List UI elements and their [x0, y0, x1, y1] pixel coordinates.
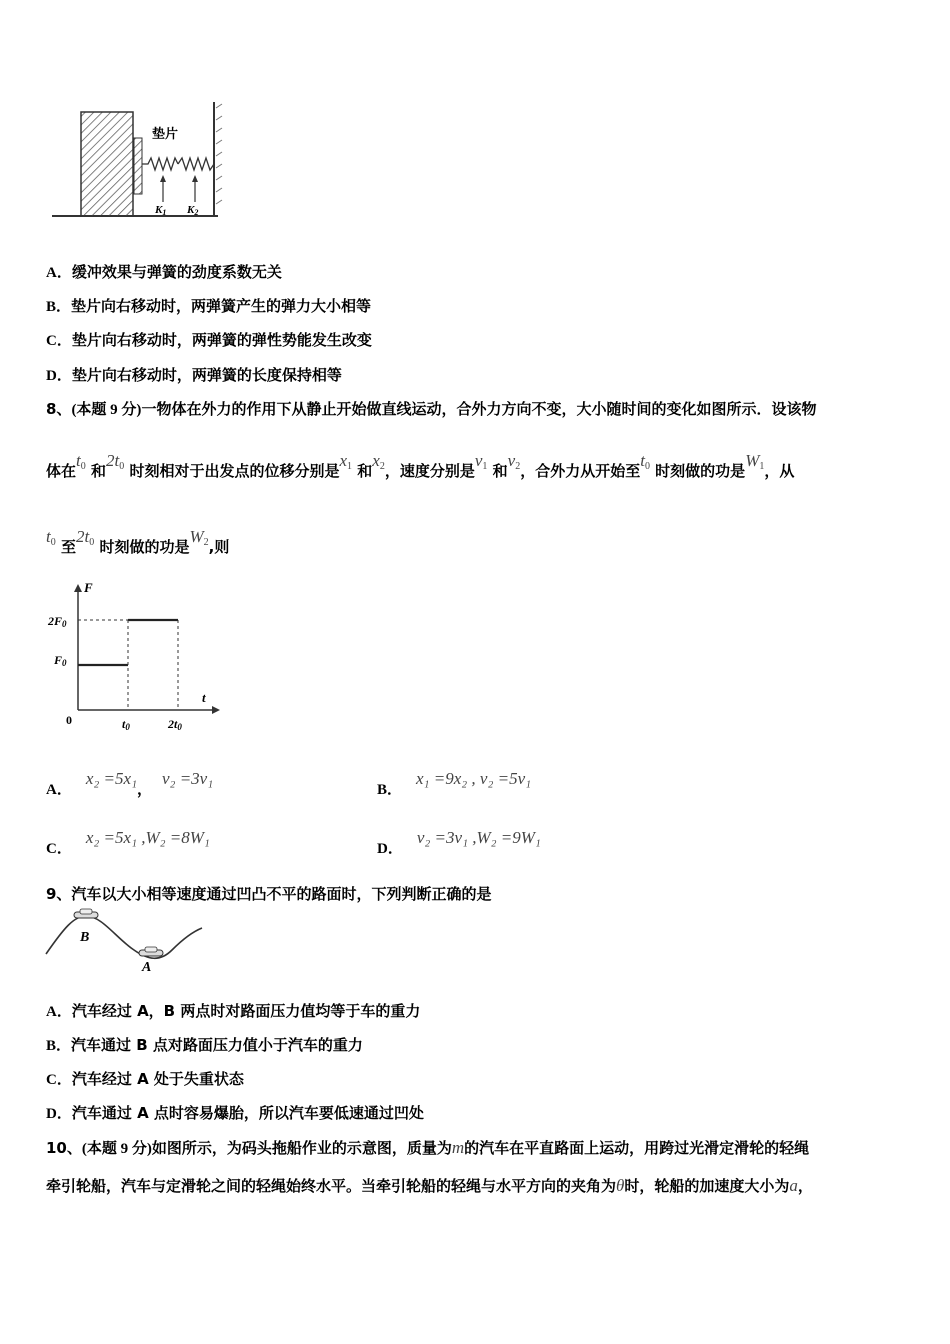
spring-k1: [142, 158, 178, 170]
sym-v2: $v_2$: [507, 451, 521, 472]
spring-buffer-figure: [48, 98, 238, 226]
road-figure: [44, 908, 206, 976]
q10-stem-line2: 牵引轮船，汽车与定滑轮之间的轻绳始终水平。当牵引轮船的轻绳与水平方向的夹角为θ时，轮船的加速度大小为a，: [46, 1176, 813, 1195]
q7-option-d: D．垫片向右移动时，两弹簧的长度保持相等: [46, 366, 342, 384]
q9-option-c: C．汽车经过 A 处于失重状态: [46, 1070, 244, 1088]
q9-option-d: D．汽车通过 A 点时容易爆胎，所以汽车要低速通过凹处: [46, 1104, 424, 1122]
point-a-label: A: [142, 960, 152, 975]
spring-k2: [178, 158, 214, 170]
sym-t0: $t_0$: [76, 451, 86, 472]
q9-option-a: A．汽车经过 A，B 两点时对路面压力值均等于车的重力: [46, 1002, 421, 1020]
sym-w2: $W_2$: [189, 527, 209, 548]
sym-x2: $x_2$: [372, 451, 385, 472]
sym-t0c: $t_0$: [46, 527, 56, 548]
q7-option-a: A．缓冲效果与弹簧的劲度系数无关: [46, 263, 282, 281]
sym-2t0b: $2t_0$: [75, 527, 95, 548]
q10-stem-line1: 10、(本题 9 分)如图所示，为码头拖船作业的示意图，质量为m的汽车在平直路面上运动，用跨过光滑定滑轮的轻绳: [46, 1138, 810, 1157]
q7-option-c: C．垫片向右移动时，两弹簧的弹性势能发生改变: [46, 331, 372, 349]
q8-option-d: D．v₂ =3v₁ ,W₂ =9W₁: [377, 828, 541, 857]
q8-option-c: C．x₂ =5x₁ ,W₂ =8W₁: [46, 828, 210, 857]
q9-stem: 9、汽车以大小相等速度通过凹凸不平的路面时，下列判断正确的是: [46, 885, 492, 903]
q8-option-b: B．x₁ =9x₂ , v₂ =5v₁: [377, 769, 532, 798]
sym-w1: $W_1$: [745, 451, 765, 472]
pad-label: 垫片: [152, 126, 179, 141]
force-time-graph: [46, 578, 226, 736]
q7-option-b: B．垫片向右移动时，两弹簧产生的弹力大小相等: [46, 297, 372, 315]
point-b-label: B: [80, 930, 90, 945]
y-tick-2f0: 2F0: [48, 614, 67, 629]
x-tick-2t0: 2t0: [168, 717, 182, 732]
sym-2t0: $2t_0$: [106, 451, 125, 472]
sym-v1: $v_1$: [474, 451, 488, 472]
q8-stem-line3: $t_0$ 至$2t_0$ 时刻做的功是$W_2$,则: [46, 527, 230, 556]
q8-stem-line2: 体在$t_0$ 和$2t_0$ 时刻相对于出发点的位移分别是$x_1$ 和$x_2$，速度分别是$v_1$ 和$v_2$，合外力从开始至$t_0$ 时刻做的功是$W_1$，从: [46, 451, 795, 480]
sym-x1: $x_1$: [339, 451, 353, 472]
origin-label: 0: [66, 713, 72, 727]
q9-option-b: B．汽车通过 B 点对路面压力值小于汽车的重力: [46, 1036, 363, 1054]
k2-label: K2: [187, 204, 199, 217]
x-tick-t0: t0: [122, 717, 130, 732]
y-axis-label: F: [84, 580, 93, 595]
x-axis-label: t: [202, 690, 206, 705]
sym-t0b: $t_0$: [640, 451, 650, 472]
car-b-icon: [74, 909, 98, 918]
q8-option-a: A．x₂ =5x₁，v₂ =3v₁: [46, 769, 214, 798]
k1-label: K1: [155, 204, 167, 217]
q8-stem-line1: 8、(本题 9 分)一物体在外力的作用下从静止开始做直线运动，合外力方向不变，大小随时间的变化如图所示．设该物: [46, 400, 817, 418]
y-tick-f0: F0: [54, 653, 67, 668]
car-a-icon: [139, 947, 163, 956]
